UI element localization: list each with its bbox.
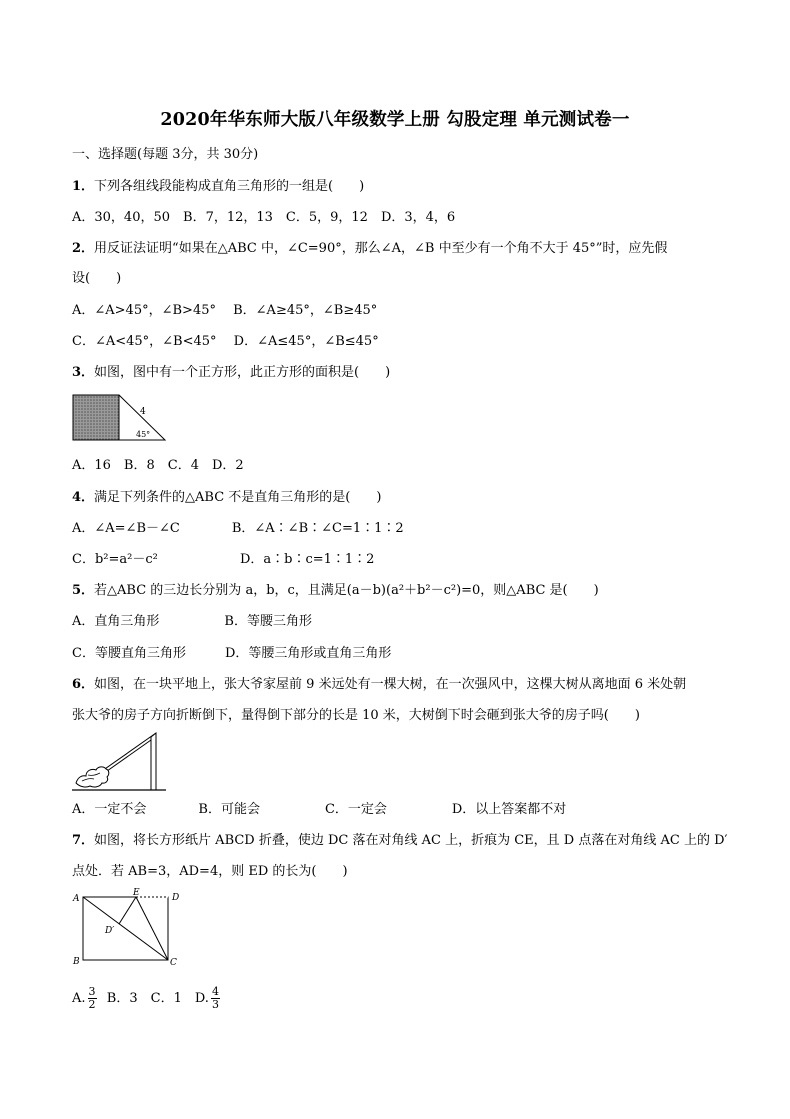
square-triangle-figure [72,393,168,443]
label-e: E [133,888,140,898]
question-5-options-cd: C．等腰直角三角形 D．等腰三角形或直角三角形 [72,646,392,661]
question-2-text-cont: 设( ) [72,271,122,286]
question-text: 用反证法证明“如果在△ABC 中，∠C=90°，那么∠A，∠B 中至少有一个角不大于 45°”时，应先假 [94,241,668,256]
question-2 [72,241,667,257]
option-a-prefix: A. [72,991,86,1006]
question-2-options-ab: A．∠A>45°，∠B>45° B．∠A≥45°，∠B≥45° [72,303,378,318]
question-4-options-cd: C．b²=a²－c² D．a∶b∶c=1∶1∶2 [72,552,375,567]
question-number: 6． [72,677,95,692]
question-number: 3． [72,365,95,380]
angle-label: 45° [136,430,151,439]
fraction-numerator: 4 [211,985,219,998]
side-label: 4 [140,407,146,417]
tree-trunk-upper [102,733,156,771]
fraction-numerator: 3 [88,985,96,998]
question-number: 7． [72,833,95,848]
question-4 [72,490,381,506]
diagonal-ac [83,897,168,960]
question-number: 4． [72,490,95,505]
tree-crown [76,767,109,787]
question-number: 5． [72,583,95,598]
segment-ed-prime [119,897,136,924]
shaded-square [73,395,119,440]
question-1 [72,179,364,195]
label-c: C [170,958,177,968]
question-4-options-ab: A．∠A=∠B－∠C B．∠A∶∠B∶∠C=1∶1∶2 [72,521,404,536]
question-3-options: A．16 B．8 C．4 D．2 [72,458,244,473]
question-text: 下列各组线段能构成直角三角形的一组是( ) [94,179,365,194]
question-2-options-cd: C．∠A<45°，∠B<45° D．∠A≤45°，∠B≤45° [72,334,379,349]
question-text: 满足下列条件的△ABC 不是直角三角形的是( ) [94,490,382,505]
tree-house-figure [72,731,166,793]
crease-ce [136,897,168,960]
label-d: D [172,893,180,903]
question-5-options-ab: A．直角三角形 B．等腰三角形 [72,614,312,629]
option-d-fraction [211,986,220,1011]
question-7-text-cont: 点处．若 AB=3，AD=4，则 ED 的长为( ) [72,864,348,879]
question-number: 2． [72,241,95,256]
question-text: 如图，在一块平地上，张大爷家屋前 9 米远处有一棵大树，在一次强风中，这棵大树从离地面 6 米处朝 [94,677,687,692]
fraction-denominator: 2 [88,998,96,1011]
question-5 [72,583,599,599]
fraction-denominator: 3 [211,998,219,1011]
question-text: 如图，图中有一个正方形，此正方形的面积是( ) [94,365,391,380]
question-number: 1． [72,179,95,194]
page-title: 2020年华东师大版八年级数学上册 勾股定理 单元测试卷一 [160,110,630,130]
label-b: B [73,957,80,967]
question-text: 如图，将长方形纸片 ABCD 折叠，使边 DC 落在对角线 AC 上，折痕为 CE，且 D 点落在对角线 AC 上的 D′ [94,833,728,848]
question-6 [72,677,686,693]
house-wall [151,733,156,790]
question-text: 若△ABC 的三边长分别为 a，b，c，且满足(a－b)(a²＋b²－c²)=0，则△ABC 是( ) [94,583,599,598]
option-a-fraction [88,986,97,1011]
rectangle-fold-figure [72,888,184,968]
question-1-options: A．30，40，50 B．7，12，13 C．5，9，12 D．3，4，6 [72,210,456,225]
label-d-prime: D′ [105,926,115,936]
question-7-options [72,986,222,1011]
question-6-options: A．一定不会 B．可能会 C．一定会 D．以上答案都不对 [72,802,567,817]
options-middle: B．3 C．1 D. [98,991,209,1006]
question-6-text-cont: 张大爷的房子方向折断倒下，量得倒下部分的长是 10 米，大树倒下时会砸到张大爷的房子吗( ) [72,708,640,723]
label-a: A [73,894,80,904]
question-7 [72,833,727,849]
question-3 [72,365,390,381]
section-heading: 一、选择题(每题 3分，共 30分) [72,147,259,162]
